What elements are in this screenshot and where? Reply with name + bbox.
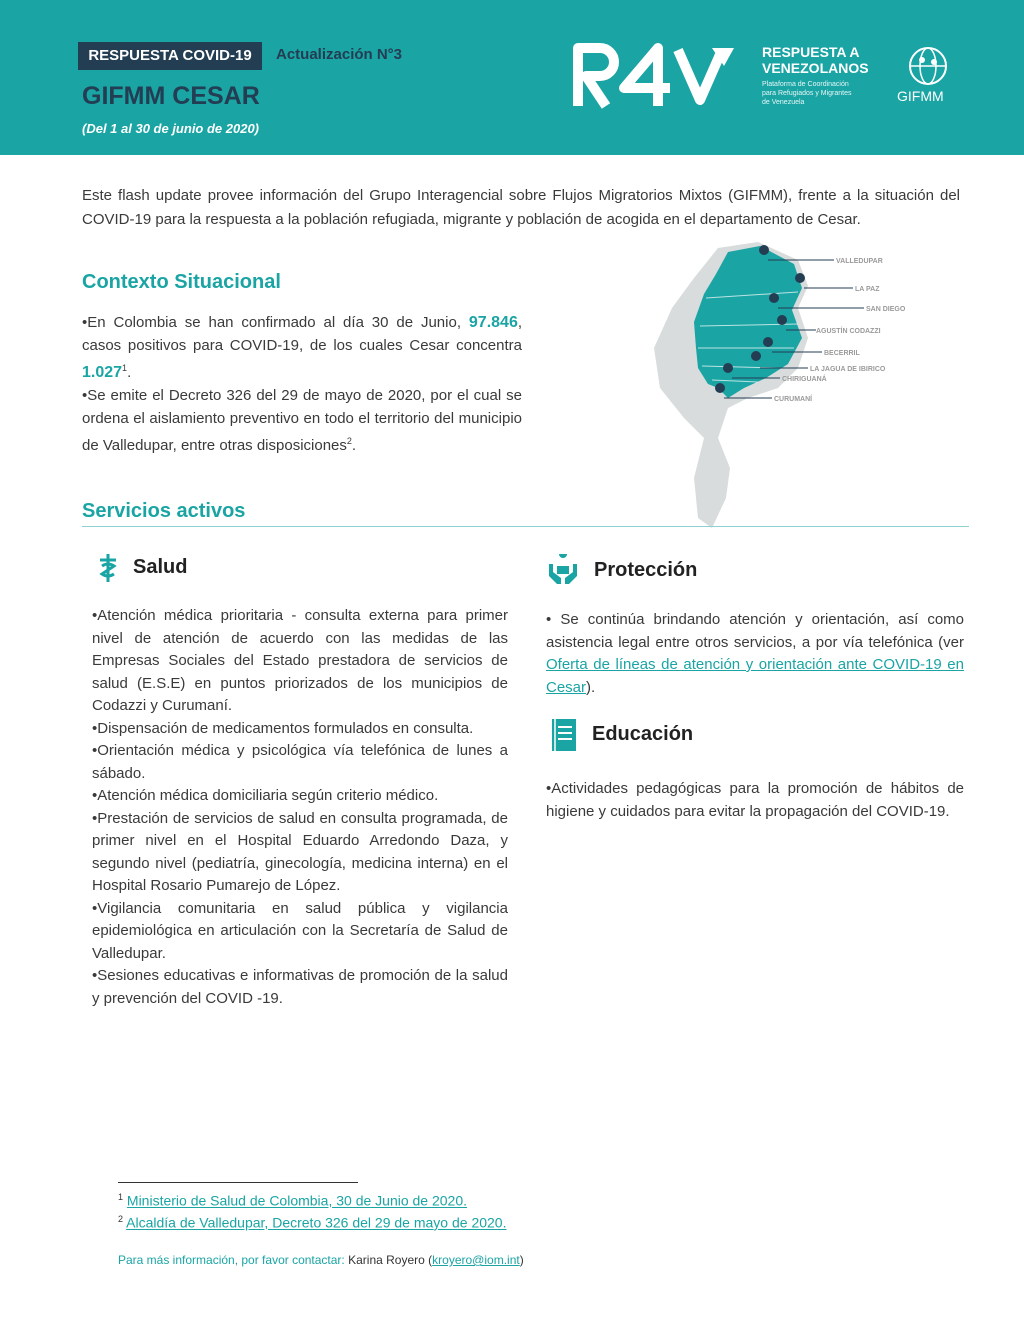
footnote-1: $^1$ Ministerio de Salud de Colombia, 30 de Junio de 2020. — [118, 1192, 468, 1209]
footnote-rule — [118, 1182, 358, 1183]
gifmm-logo-text: GIFMM — [897, 88, 944, 104]
list-item: •Dispensación de medicamentos formulados en consulta. — [92, 719, 474, 737]
contact-name: Karina Royero — [348, 1253, 425, 1267]
footnote-2-link[interactable]: Alcaldía de Valledupar, Decreto 326 del 29 de mayo de 2020. — [126, 1214, 507, 1231]
list-item: •Vigilancia comunitaria en salud pública y vigilancia epidemiológica en articulación con la Secretaría de Salud de Valledupar. — [92, 899, 508, 962]
r4v-wordmark: RESPUESTA A VENEZOLANOS — [762, 44, 869, 76]
services-heading: Servicios activos — [82, 500, 246, 522]
map-label-agustin-codazzi: AGUSTÍN CODAZZI — [816, 328, 881, 335]
r4v-logo — [572, 40, 752, 110]
map-label-chiriguana: CHIRIGUANÁ — [782, 376, 827, 383]
footnote-2: $^2$ Alcaldía de Valledupar, Decreto 326 del 29 de mayo de 2020. — [118, 1214, 507, 1231]
map-label-valledupar: VALLEDUPAR — [836, 258, 883, 265]
cesar-cases-value: 1.027 — [82, 364, 123, 381]
intro-paragraph: Este flash update provee información del Grupo Interagencial sobre Flujos Migratorios Mixtos (GIFMM), frente a la situación del COVID-19 para la respuesta a la población refugiada, migrante y población de acogida en el departamento de Cesar. — [82, 187, 960, 228]
page-title: GIFMM CESAR — [82, 82, 260, 110]
list-item: •Atención médica prioritaria - consulta externa para primer nivel de atención de acuerdo con las medidas de las Empresas Sociales del Estado prestadora de servicios de salud (E.S.E) en puntos priorizados de los municipios de Codazzi y Curumaní. — [92, 607, 508, 714]
update-number: Actualización N°3 — [276, 46, 403, 63]
proteccion-title: Protección — [594, 559, 698, 581]
map-label-becerril: BECERRIL — [824, 350, 860, 357]
list-item: •Orientación médica y psicológica vía telefónica de lunes a sábado. — [92, 742, 508, 782]
date-range: (Del 1 al 30 de junio de 2020) — [82, 121, 260, 136]
protection-hands-icon — [546, 554, 580, 586]
r4v-subtitle: Plataforma de Coordinación para Refugiados y Migrantes de Venezuela — [762, 81, 852, 106]
health-caduceus-icon — [94, 552, 122, 584]
oferta-lineas-link[interactable]: Oferta de líneas de atención y orientación ante COVID-19 en Cesar — [546, 656, 964, 696]
proteccion-text: • Se continúa brindando atención y orientación, así como asistencia legal entre otros servicios, a por vía telefónica (ver Oferta de líneas de atención y orientación ante COVID-19 en Cesar). — [546, 611, 964, 696]
context-heading: Contexto Situacional — [82, 271, 281, 293]
contact-line: Para más información, por favor contactar: Karina Royero (kroyero@iom.int) — [118, 1253, 524, 1267]
map-label-san-diego: SAN DIEGO — [866, 306, 906, 313]
cesar-municipalities-map — [648, 238, 928, 538]
covid-response-tag: RESPUESTA COVID-19 — [78, 42, 262, 70]
services-divider — [82, 526, 969, 527]
education-book-icon — [550, 717, 578, 753]
footnote-1-link[interactable]: Ministerio de Salud de Colombia, 30 de Junio de 2020. — [126, 1192, 468, 1209]
educacion-text: •Actividades pedagógicas para la promoción de hábitos de higiene y cuidados para evitar la propagación del COVID-19. — [546, 780, 964, 820]
educacion-title: Educación — [592, 723, 694, 745]
list-item: •Prestación de servicios de salud en consulta programada, de primer nivel en el Hospital Eduardo Arredondo Daza, y segundo nivel (pediatría, ginecología, medicina interna) en el Hospital Rosario Pumarejo de López. — [92, 809, 508, 894]
national-cases-value: 97.846 — [468, 314, 518, 331]
salud-list — [92, 605, 508, 1010]
salud-title: Salud — [133, 556, 188, 578]
list-item: •Sesiones educativas e informativas de promoción de la salud y prevención del COVID -19. — [92, 967, 508, 1007]
contact-email-link[interactable]: kroyero@iom.int — [432, 1253, 520, 1267]
gifmm-globe-logo — [888, 44, 968, 92]
context-text: •En Colombia se han confirmado al día 30 de Junio, 97.846, casos positivos para COVID-19, de los cuales Cesar concentra 1.027$^1$. •Se emite el Decreto 326 del 29 de mayo de 2020, por el cual se ordena el aislamiento preventivo en todo el territorio del municipio de Valledupar, entre otras disposiciones$^2$. — [82, 314, 523, 454]
map-label-la-paz: LA PAZ — [855, 286, 880, 293]
map-label-curumani: CURUMANÍ — [774, 396, 813, 403]
map-label-la-jagua: LA JAGUA DE IBIRICO — [810, 366, 886, 373]
list-item: •Atención médica domiciliaria según criterio médico. — [92, 787, 439, 804]
